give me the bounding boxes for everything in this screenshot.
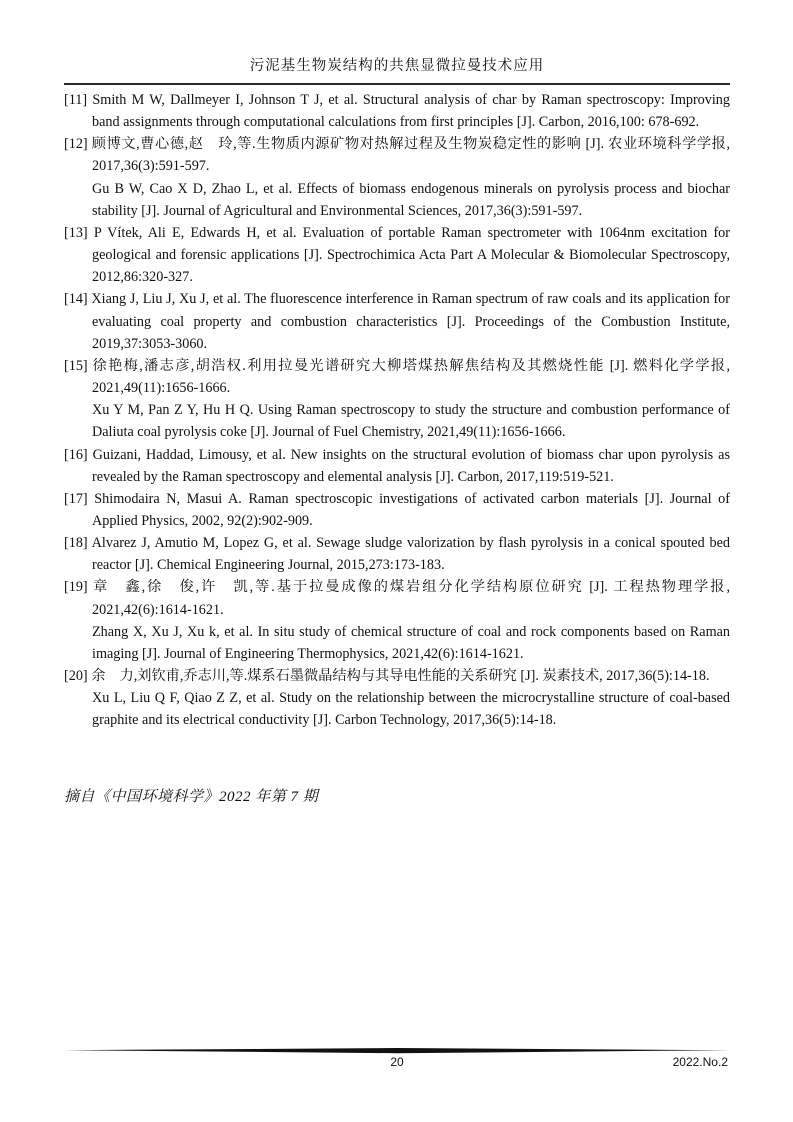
reference-body: 徐艳梅,潘志彦,胡浩权.利用拉曼光谱研究大柳塔煤热解焦结构及其燃烧性能 [J]. 燃料化学学报, 2021,49(11):1656-1666. [92,357,730,397]
reference-number: [18] [64,535,92,552]
reference-text [64,444,730,488]
reference-number: [19] [64,579,94,596]
reference-body: Xiang J, Liu J, Xu J, et al. The fluorescence interference in Raman spectrum of raw coals and its application for evaluating coal property and combustion characteristics [J]. Proceedings of the Combustion Institute, 2019,37:3053-3060. [91,291,730,352]
reference-number: [12] [64,136,92,153]
reference-number: [17] [64,490,95,507]
reference-number: [16] [64,446,93,463]
reference-translation: Xu L, Liu Q F, Qiao Z Z, et al. Study on the relationship between the microcrystalline structure of coal-based graphite and its electrical conductivity [J]. Carbon Technology, 2017,36(5):14-18. [92,690,730,729]
running-header-title: 污泥基生物炭结构的共焦显微拉曼技术应用 [64,54,730,85]
reference-body: Alvarez J, Amutio M, Lopez G, et al. Sewage sludge valorization by flash pyrolysis in a conical spouted bed reactor [J]. Chemical Engineering Journal, 2015,273:173-183. [91,535,730,574]
reference-list [64,89,730,732]
reference-text [64,355,730,399]
reference-body: P Vítek, Ali E, Edwards H, et al. Evaluation of portable Raman spectrometer with 1064nm excitation for geological and forensic applications [J]. Spectrochimica Acta Part A Molecular & Biomolecular Spectroscopy, 2012,86:320-327. [92,224,730,286]
reference-number: [15] [64,357,93,374]
reference-body: Guizani, Haddad, Limousy, et al. New insights on the structural evolution of biomass char upon pyrolysis as revealed by the Raman spectroscopy and elemental analysis [J]. Carbon, 2017,119:519-521. [92,446,730,485]
reference-text [64,576,730,620]
issue-label: 2022.No.2 [672,1055,728,1069]
reference-text [64,133,730,177]
reference-number: [13] [64,224,94,241]
reference-text [64,222,730,288]
reference-item [64,89,730,133]
reference-item [64,665,730,731]
footer-rule [64,1048,730,1054]
reference-translation: Gu B W, Cao X D, Zhao L, et al. Effects of biomass endogenous minerals on pyrolysis process and biochar stability [J]. Journal of Agricultural and Environmental Sciences, 2017,36(3):591-597. [92,180,730,219]
reference-number: [14] [64,291,92,308]
reference-item [64,222,730,288]
reference-text [64,288,730,354]
page-footer [64,1048,730,1071]
reference-translation: Zhang X, Xu J, Xu k, et al. In situ study of chemical structure of coal and rock components based on Raman imaging [J]. Journal of Engineering Thermophysics, 2021,42(6):1614-1621. [92,623,730,662]
reference-text [64,665,730,687]
reference-item [64,133,730,222]
reference-item [64,576,730,665]
reference-text [64,488,730,532]
reference-item [64,444,730,488]
reference-item [64,532,730,576]
reference-item [64,355,730,444]
reference-number: [20] [64,668,92,685]
page-number: 20 [390,1055,404,1069]
reference-body: Smith M W, Dallmeyer I, Johnson T J, et al. Structural analysis of char by Raman spectroscopy: Improving band assignments through computational calculations from first principles [J]. Carbon, 2016,100: 678-692. [92,92,730,131]
reference-number: [11] [64,92,93,108]
reference-body: 章 鑫,徐 俊,许 凯,等.基于拉曼成像的煤岩组分化学结构原位研究 [J]. 工程热物理学报, 2021,42(6):1614-1621. [92,579,730,618]
reference-body: 顾博文,曹心德,赵 玲,等.生物质内源矿物对热解过程及生物炭稳定性的影响 [J]. 农业环境科学学报, 2017,36(3):591-597. [91,136,730,175]
reference-text [64,532,730,576]
reference-item [64,288,730,354]
reference-translation: Xu Y M, Pan Z Y, Hu H Q. Using Raman spectroscopy to study the structure and combustion performance of Daliuta coal pyrolysis coke [J]. Journal of Fuel Chemistry, 2021,49(11):1656-1666. [92,402,730,441]
reference-body: 余 力,刘钦甫,乔志川,等.煤系石墨微晶结构与其导电性能的关系研究 [J]. 炭素技术, 2017,36(5):14-18. [91,668,710,685]
source-note: 摘自《中国环境科学》2022 年第 7 期 [64,788,319,805]
page-content [64,54,730,806]
reference-text [64,89,730,133]
reference-item [64,488,730,532]
reference-body: Shimodaira N, Masui A. Raman spectroscopic investigations of activated carbon materials [J]. Journal of Applied Physics, 2002, 92(2):902-909. [92,490,730,529]
footer-row [64,1055,730,1071]
